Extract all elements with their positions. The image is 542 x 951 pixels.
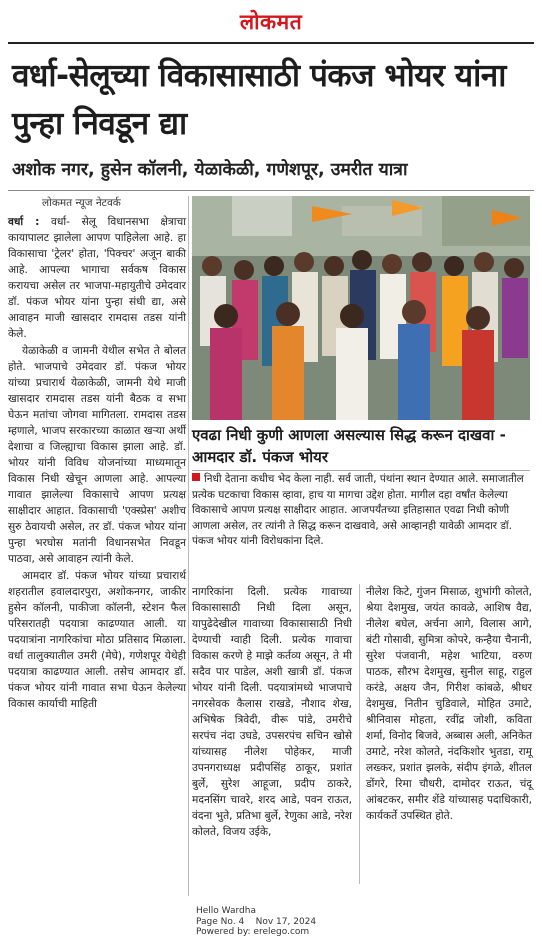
paragraph: आमदार डॉ. पंकज भोयर यांच्या प्रचारार्थ शहरातील हवालदारपुरा, अशोकनगर, जाकीर हुसेन कॉलनी, पाकीजा कॉलनी, स्टेशन फैल परिसरातही पदयात्रा काढण्यात आली. या पदयात्रांना नागरिकांचा मोठा प्रतिसाद मिळाला. वर्धा तालुक्यातील उमरी (मेघे), गणेशपूर येथेही पदयात्रा काढण्यात आली. तसेच आमदार डॉ. पंकज भोयर यांनी गावात सभा घेऊन केलेल्या विकास कार्याची माहिती: [8, 570, 186, 710]
paragraph-text: वर्धा- सेलू विधानसभा क्षेत्राचा कायापालट झालेला आपण पाहिलेला आहे. हा विकासाचा 'ट्रेलर' होता, 'पिक्चर' अजून बाकी आहे. आपल्या भागाचा सर्वकष विकास करायचा असेल तर भाजपा-महायुतीचे उमेदवार डॉ. पंकज भोयर यांना पुन्हा संधी द्या, असे आवाहन माजी खासदार रामदास तडस यांनी केले.: [8, 216, 186, 340]
masthead-text: लोकमत: [239, 9, 303, 34]
masthead-logo: [0, 8, 542, 36]
footer-edition: Hello Wardha: [196, 906, 256, 916]
footer-powered-by: Powered by: erelego.com: [196, 927, 310, 937]
caption-rule: [192, 470, 530, 471]
page-footer: [196, 906, 316, 938]
subhead-rule: [8, 190, 534, 191]
crowd-photo-illustration: [192, 196, 530, 420]
column-divider: [188, 196, 189, 896]
byline: लोकमत न्यूज नेटवर्क: [42, 197, 121, 209]
bullet-icon: [192, 473, 200, 481]
caption-text-body: निधी देताना कधीच भेद केला नाही. सर्व जाती, पंथांना स्थान देण्यात आले. समाजातील प्रत्येक घटकाचा विकास व्हावा, हाच या मागचा उद्देश होता. मागील दहा वर्षांत केलेल्या विकासाचे आपण प्रत्यक्ष साक्षीदार आहात. आजपर्यंतच्या इतिहासात एवढा निधी कोणी आणला असेल, तर त्यांनी ते सिद्ध करून दाखवावे, असे आव्हानही यावेळी आमदार डॉ. पंकज भोयर यांनी विरोधकांना दिले.: [192, 473, 524, 547]
middle-column: [192, 584, 352, 841]
dateline: वर्धा :: [8, 216, 40, 228]
column-divider: [359, 584, 360, 884]
rally-photo: [192, 196, 530, 420]
photo-caption-text: [192, 472, 530, 550]
headline: वर्धा-सेलूच्या विकासासाठी पंकज भोयर यांना पुन्हा निवडून द्या: [12, 58, 506, 142]
paragraph: नीलेश किटे, गुंजन मिसाळ, शुभांगी कोलते, श्रेया देशमुख, जयंत कावळे, आशिष वैद्य, नीलेश बघेल, अर्चना आगे, विलास आगे, बंटी गोसावी, सुमित्रा कोपरे, कन्हैया चैनानी, सुरेश पंजवानी, महेश भाटिया, वरुण पाठक, सौरभ देशमुख, सुनील साहू, राहुल करंडे, अक्षय जैन, गिरीश कांबळे, श्रीधर देशमुख, नितीन चुडिवाले, मोहित उमाटे, श्रीनिवास मोहता, रवींद्र जोशी, कविता शर्मा, विनोद बिजवे, अब्बास अली, अनिकेत उमाटे, नरेश कोलते, नंदकिशोर भुतडा, रामू लख्कर, प्रशांत झलके, संदीप इंगळे, शीतल डोंगरे, रिमा चौधरी, दामोदर राऊत, चंदू आंबटकर, समीर शेंडे यांच्यासह पदाधिकारी, कार्यकर्ते उपस्थित होते.: [366, 586, 532, 822]
paragraph: नागरिकांना दिली. प्रत्येक गावाच्या विकासासाठी निधी दिला असून, यापुढेदेखील गावाच्या विकासासाठी निधी देण्याची ग्वाही दिली. प्रत्येक गावाचा विकास करणे हे माझे कर्तव्य असून, ते मी सदैव पार पाडेल, अशी खात्री डॉ. पंकज भोयर यांनी दिली. पदयात्रांमध्ये भाजपाचे नगरसेवक कैलास राखडे, नौशाद शेख, अभिषेक त्रिवेदी, वीरू पांडे, उमरीचे सरपंच नंदा उघडे, उपसरपंच सचिन खोसे यांच्यासह नीलेश पोहेकर, माजी उपनगराध्यक्ष प्रदीपसिंह ठाकूर, प्रशांत बुर्ले, सुरेश आहूजा, प्रदीप ठाकरे, मदनसिंग चावरे, शरद आडे, पवन राऊत, वंदना भुते, प्रतिभा बुर्ले, रेणुका आडे, नरेश कोलते, विजय उईके,: [192, 586, 352, 838]
top-rule: [8, 42, 534, 44]
left-column: [8, 214, 186, 713]
right-column: [366, 584, 532, 825]
footer-page-date: Page No. 4 Nov 17, 2024: [196, 916, 317, 927]
subheadline: अशोक नगर, हुसेन कॉलनी, येळाकेळी, गणेशपूर, उमरीत यात्रा: [12, 160, 408, 180]
paragraph: [8, 214, 186, 342]
photo-caption-heading: एवढा निधी कुणी आणला असल्यास सिद्ध करून दाखवा - आमदार डॉ. पंकज भोयर: [192, 426, 506, 466]
paragraph: येळाकेळी व जामनी येथील सभेत ते बोलत होते. भाजपाचे उमेदवार डॉ. पंकज भोयर यांच्या प्रचारार्थ येळाकेळी, जामनी येथे माजी खासदार रामदास तडस यांनी बैठक व सभा घेऊन मतांचा जोगवा मागितला. रामदास तडस म्हणाले, भाजप सरकारच्या काळात खऱ्या अर्थी देशाचा व जिल्ह्याचा विकास झाला आहे. डॉ. भोयर यांनी विविध योजनांच्या माध्यमातून विकास निधी खेचून आणला आहे. आपल्या गावात झालेल्या विकासाचे आपण प्रत्यक्ष साक्षीदार आहात. विकासाची 'एक्स्प्रेस' अशीच सुरु ठेवायची असेल, तर डॉ. पंकज भोयर यांना पुन्हा भरघोस मतांनी विधानसभेत निवडून पाठवा, असे आवाहन त्यांनी केले.: [8, 345, 186, 565]
